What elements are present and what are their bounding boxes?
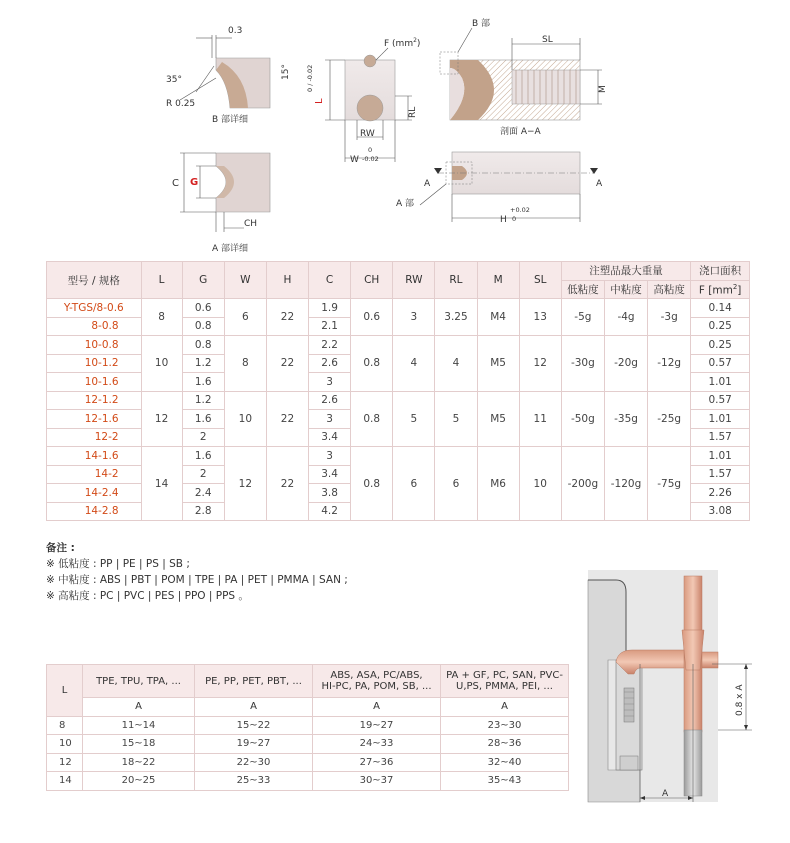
cell-f: 1.01 bbox=[691, 447, 750, 466]
gate-cell-value: 18~22 bbox=[83, 753, 195, 772]
cell-h: 22 bbox=[266, 299, 308, 336]
gate-cell-value: 15~22 bbox=[195, 716, 313, 735]
header-w: W bbox=[224, 262, 266, 299]
cell-mid: -120g bbox=[604, 447, 647, 521]
cell-m: M5 bbox=[477, 391, 519, 447]
cell-w: 8 bbox=[224, 336, 266, 392]
cell-l: 14 bbox=[141, 447, 182, 521]
header-rl: RL bbox=[435, 262, 477, 299]
gate-sub-header-3: A bbox=[313, 698, 441, 717]
cell-high: -12g bbox=[648, 336, 691, 392]
cell-f: 1.57 bbox=[691, 428, 750, 447]
side-view-label-a-left: A bbox=[424, 179, 431, 189]
cell-mid: -20g bbox=[604, 336, 647, 392]
front-view-tol-l: 0 / -0.02 bbox=[306, 64, 314, 92]
install-diagram bbox=[580, 570, 780, 820]
cell-f: 1.01 bbox=[691, 410, 750, 429]
cell-model: 14-2.8 bbox=[47, 502, 142, 521]
gate-cell-l: 12 bbox=[47, 753, 83, 772]
cell-model: 8-0.8 bbox=[47, 317, 142, 336]
cell-f: 0.57 bbox=[691, 391, 750, 410]
cell-sl: 11 bbox=[519, 391, 561, 447]
spec-table bbox=[46, 261, 750, 521]
gate-cell-value: 27~36 bbox=[313, 753, 441, 772]
section-view-label-sl: SL bbox=[542, 35, 553, 45]
gate-cell-value: 11~14 bbox=[83, 716, 195, 735]
b-detail-radius: R 0.25 bbox=[166, 99, 196, 109]
front-view-label-f: F $(mm^2)$ bbox=[384, 37, 421, 49]
cell-f: 2.26 bbox=[691, 484, 750, 503]
gate-header-col-4: PA + GF, PC, SAN, PVC- U,PS, PMMA, PEI, ... bbox=[441, 665, 569, 698]
cell-mid: -4g bbox=[604, 299, 647, 336]
section-view-label-m: M bbox=[598, 85, 608, 93]
side-view-label-a-part: A 部 bbox=[396, 199, 415, 209]
spec-row bbox=[47, 299, 750, 318]
cell-low: -5g bbox=[561, 299, 604, 336]
cell-rl: 4 bbox=[435, 336, 477, 392]
gate-header-col-3: ABS, ASA, PC/ABS, HI-PC, PA, POM, SB, ... bbox=[313, 665, 441, 698]
front-view-label-w: W bbox=[350, 155, 359, 165]
cell-c: 2.6 bbox=[309, 391, 351, 410]
b-detail-dim-top: 0.3 bbox=[228, 26, 243, 36]
front-view-tol-w-bottom: -0.02 bbox=[362, 155, 379, 163]
cell-g: 0.6 bbox=[182, 299, 224, 318]
cell-m: M6 bbox=[477, 447, 519, 521]
cell-model: 12-2 bbox=[47, 428, 142, 447]
cell-rw: 4 bbox=[393, 336, 435, 392]
cell-c: 2.6 bbox=[309, 354, 351, 373]
cell-rl: 5 bbox=[435, 391, 477, 447]
cell-rw: 3 bbox=[393, 299, 435, 336]
side-view-tol-h-bottom: 0 bbox=[512, 215, 517, 223]
cell-rw: 5 bbox=[393, 391, 435, 447]
cell-h: 22 bbox=[266, 391, 308, 447]
header-c: C bbox=[309, 262, 351, 299]
gate-cell-value: 32~40 bbox=[441, 753, 569, 772]
header-m: M bbox=[477, 262, 519, 299]
cell-ch: 0.6 bbox=[351, 299, 393, 336]
cell-sl: 10 bbox=[519, 447, 561, 521]
cell-ch: 0.8 bbox=[351, 447, 393, 521]
cell-model: 14-1.6 bbox=[47, 447, 142, 466]
a-detail-caption: A 部详细 bbox=[212, 244, 249, 254]
cell-ch: 0.8 bbox=[351, 336, 393, 392]
cell-f: 0.25 bbox=[691, 336, 750, 355]
install-label-side: 0.8 x A bbox=[735, 684, 745, 716]
header-gate-unit: F $[mm^2]$ bbox=[691, 280, 750, 299]
spec-row bbox=[47, 391, 750, 410]
gate-row bbox=[47, 753, 569, 772]
side-view-tol-h-top: +0.02 bbox=[510, 206, 530, 214]
cell-f: 3.08 bbox=[691, 502, 750, 521]
cell-c: 3.4 bbox=[309, 465, 351, 484]
gate-cell-value: 30~37 bbox=[313, 772, 441, 791]
cell-model: 10-0.8 bbox=[47, 336, 142, 355]
install-label-a: A bbox=[662, 789, 669, 799]
cell-high: -3g bbox=[648, 299, 691, 336]
cell-h: 22 bbox=[266, 336, 308, 392]
cell-sl: 13 bbox=[519, 299, 561, 336]
cell-g: 1.2 bbox=[182, 391, 224, 410]
cell-f: 0.14 bbox=[691, 299, 750, 318]
a-detail-dim-g: G bbox=[190, 177, 199, 188]
gate-header-col-2: PE, PP, PET, PBT, ... bbox=[195, 665, 313, 698]
cell-c: 3 bbox=[309, 447, 351, 466]
header-ch: CH bbox=[351, 262, 393, 299]
b-detail-caption: B 部详细 bbox=[212, 115, 249, 125]
gate-cell-value: 15~18 bbox=[83, 735, 195, 754]
cell-model: 10-1.2 bbox=[47, 354, 142, 373]
section-view-label-b: B 部 bbox=[472, 19, 491, 29]
header-rw: RW bbox=[393, 262, 435, 299]
cell-high: -75g bbox=[648, 447, 691, 521]
side-view-label-a-right: A bbox=[596, 179, 603, 189]
gate-cell-value: 24~33 bbox=[313, 735, 441, 754]
gate-sub-header-1: A bbox=[83, 698, 195, 717]
technical-drawing bbox=[0, 0, 790, 260]
cell-g: 1.2 bbox=[182, 354, 224, 373]
gate-sub-header-4: A bbox=[441, 698, 569, 717]
cell-l: 12 bbox=[141, 391, 182, 447]
cell-c: 4.2 bbox=[309, 502, 351, 521]
gate-header-col-1: TPE, TPU, TPA, ... bbox=[83, 665, 195, 698]
front-view bbox=[306, 37, 420, 165]
cell-g: 1.6 bbox=[182, 447, 224, 466]
notes-title: 备注 : bbox=[46, 542, 75, 554]
gate-cell-l: 14 bbox=[47, 772, 83, 791]
gate-row bbox=[47, 772, 569, 791]
header-mid: 中粘度 bbox=[604, 280, 647, 299]
cell-h: 22 bbox=[266, 447, 308, 521]
b-detail-angle-left: 35° bbox=[166, 75, 182, 85]
section-view-caption: 剖面 A−A bbox=[500, 127, 541, 137]
cell-model: 14-2 bbox=[47, 465, 142, 484]
cell-g: 2.8 bbox=[182, 502, 224, 521]
gate-table-body bbox=[47, 716, 569, 790]
gate-cell-value: 28~36 bbox=[441, 735, 569, 754]
cell-model: 12-1.6 bbox=[47, 410, 142, 429]
cell-c: 3 bbox=[309, 373, 351, 392]
gate-row bbox=[47, 716, 569, 735]
gate-cell-value: 19~27 bbox=[313, 716, 441, 735]
cell-g: 0.8 bbox=[182, 317, 224, 336]
header-model: 型号 / 规格 bbox=[47, 262, 142, 299]
spec-row bbox=[47, 447, 750, 466]
a-detail-dim-c: C bbox=[172, 178, 179, 189]
gate-sub-header-2: A bbox=[195, 698, 313, 717]
cell-low: -200g bbox=[561, 447, 604, 521]
header-low: 低粘度 bbox=[561, 280, 604, 299]
cell-m: M4 bbox=[477, 299, 519, 336]
cell-f: 0.57 bbox=[691, 354, 750, 373]
cell-low: -50g bbox=[561, 391, 604, 447]
cell-model: Y-TGS/8-0.6 bbox=[47, 299, 142, 318]
gate-header-l: L bbox=[47, 665, 83, 717]
notes bbox=[46, 540, 348, 604]
cell-c: 2.2 bbox=[309, 336, 351, 355]
gate-cell-value: 20~25 bbox=[83, 772, 195, 791]
cell-low: -30g bbox=[561, 336, 604, 392]
cell-high: -25g bbox=[648, 391, 691, 447]
cell-model: 12-1.2 bbox=[47, 391, 142, 410]
gate-cell-l: 10 bbox=[47, 735, 83, 754]
header-l: L bbox=[141, 262, 182, 299]
cell-c: 3.4 bbox=[309, 428, 351, 447]
cell-g: 0.8 bbox=[182, 336, 224, 355]
gate-cell-l: 8 bbox=[47, 716, 83, 735]
cell-model: 14-2.4 bbox=[47, 484, 142, 503]
a-detail-view bbox=[172, 153, 270, 254]
side-view bbox=[396, 152, 603, 225]
cell-rw: 6 bbox=[393, 447, 435, 521]
gate-cell-value: 22~30 bbox=[195, 753, 313, 772]
header-weight: 注塑品最大重量 bbox=[561, 262, 690, 281]
side-view-label-h: H bbox=[500, 215, 507, 225]
cell-w: 10 bbox=[224, 391, 266, 447]
notes-line-mid: ※ 中粘度 : ABS | PBT | POM | TPE | PA | PET | PMMA | SAN ; bbox=[46, 574, 348, 586]
gate-cell-value: 25~33 bbox=[195, 772, 313, 791]
cell-f: 1.57 bbox=[691, 465, 750, 484]
cell-f: 1.01 bbox=[691, 373, 750, 392]
gate-cell-value: 35~43 bbox=[441, 772, 569, 791]
gate-cell-value: 23~30 bbox=[441, 716, 569, 735]
gate-cell-value: 19~27 bbox=[195, 735, 313, 754]
notes-line-high: ※ 高粘度 : PC | PVC | PES | PPO | PPS 。 bbox=[46, 590, 249, 602]
header-sl: SL bbox=[519, 262, 561, 299]
cell-ch: 0.8 bbox=[351, 391, 393, 447]
cell-g: 1.6 bbox=[182, 373, 224, 392]
cell-g: 2 bbox=[182, 465, 224, 484]
section-view bbox=[440, 17, 608, 137]
cell-rl: 6 bbox=[435, 447, 477, 521]
cell-rl: 3.25 bbox=[435, 299, 477, 336]
gate-size-table bbox=[46, 664, 569, 791]
front-view-tol-w-top: 0 bbox=[368, 146, 373, 154]
a-detail-dim-ch: CH bbox=[244, 219, 258, 229]
cell-mid: -35g bbox=[604, 391, 647, 447]
cell-g: 2 bbox=[182, 428, 224, 447]
cell-w: 6 bbox=[224, 299, 266, 336]
cell-c: 3 bbox=[309, 410, 351, 429]
cell-l: 8 bbox=[141, 299, 182, 336]
spec-table-body bbox=[47, 299, 750, 521]
b-detail-view bbox=[166, 26, 291, 125]
cell-c: 1.9 bbox=[309, 299, 351, 318]
cell-model: 10-1.6 bbox=[47, 373, 142, 392]
header-g: G bbox=[182, 262, 224, 299]
cell-c: 3.8 bbox=[309, 484, 351, 503]
header-gate: 浇口面积 bbox=[691, 262, 750, 281]
cell-g: 1.6 bbox=[182, 410, 224, 429]
cell-m: M5 bbox=[477, 336, 519, 392]
front-view-label-rl: RL bbox=[408, 106, 418, 118]
cell-c: 2.1 bbox=[309, 317, 351, 336]
cell-g: 2.4 bbox=[182, 484, 224, 503]
notes-line-low: ※ 低粘度 : PP | PE | PS | SB ; bbox=[46, 558, 190, 570]
header-high: 高粘度 bbox=[648, 280, 691, 299]
gate-row bbox=[47, 735, 569, 754]
header-h: H bbox=[266, 262, 308, 299]
front-view-label-l: L bbox=[314, 98, 325, 104]
cell-f: 0.25 bbox=[691, 317, 750, 336]
front-view-label-rw: RW bbox=[360, 129, 375, 139]
spec-row bbox=[47, 336, 750, 355]
cell-l: 10 bbox=[141, 336, 182, 392]
cell-sl: 12 bbox=[519, 336, 561, 392]
b-detail-angle-right: 15° bbox=[281, 64, 291, 80]
cell-w: 12 bbox=[224, 447, 266, 521]
